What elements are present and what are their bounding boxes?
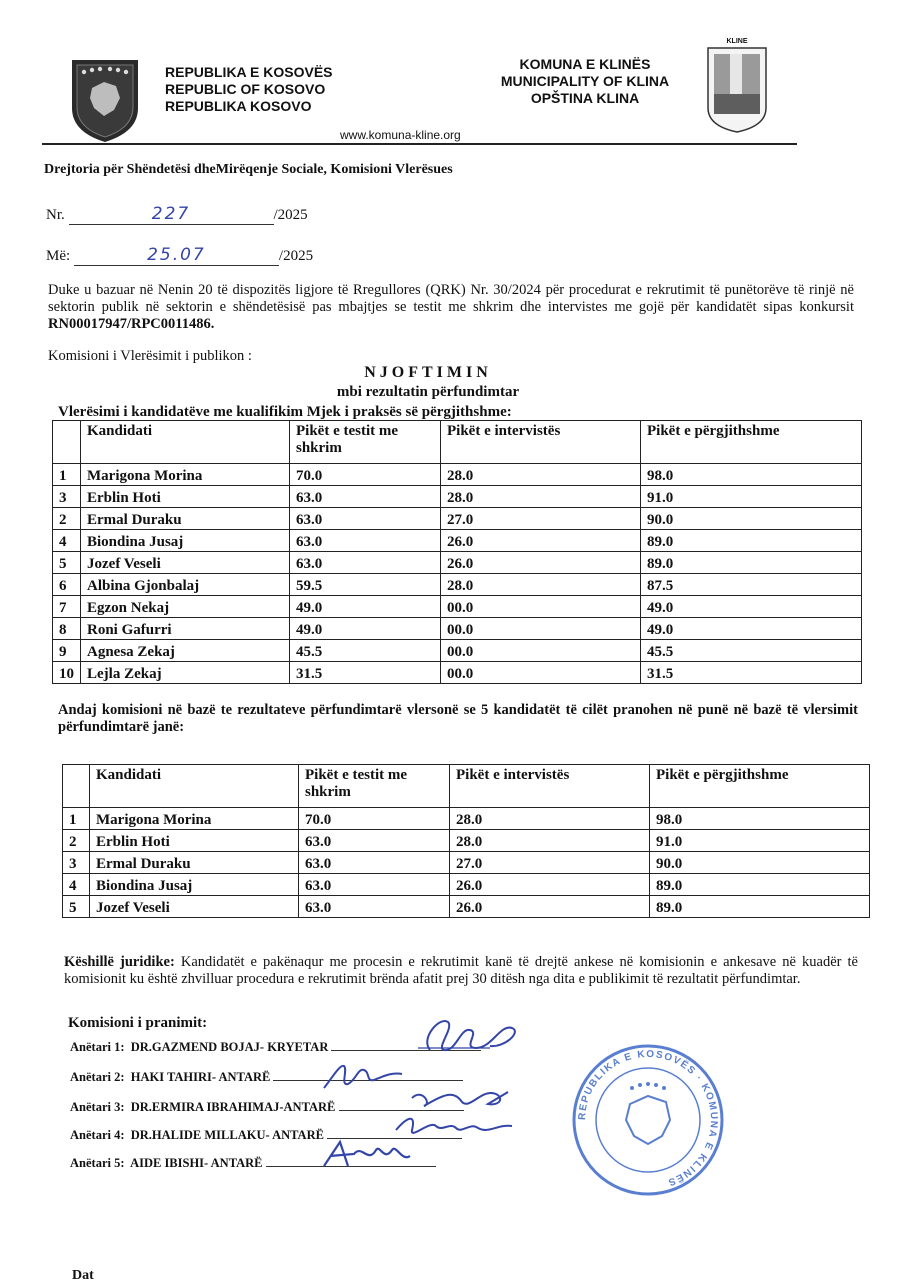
table1-nr: 8 xyxy=(53,618,81,640)
table1-candidate-name: Lejla Zekaj xyxy=(81,662,290,684)
table1-test-score: 49.0 xyxy=(290,618,441,640)
nr-value-handwritten: 227 xyxy=(151,204,191,224)
signature-5 xyxy=(318,1136,418,1170)
table2-header-row xyxy=(63,765,870,808)
table2-header-candidate: Kandidati xyxy=(90,765,299,808)
table1-interview-score: 26.0 xyxy=(441,552,641,574)
table2-caption: Andaj komisioni në bazë te rezultateve përfundimtarë vlersonë se 5 kandidatët të cilët pranohen në punë në bazë të vlersimit përfundimtarë janë: xyxy=(58,702,858,735)
nr-value-line xyxy=(69,204,274,225)
date-value-handwritten: 25.07 xyxy=(147,245,206,265)
table2-test-score: 63.0 xyxy=(299,896,450,918)
reference-date xyxy=(46,245,313,266)
table1-nr: 2 xyxy=(53,508,81,530)
table2-candidate-name: Ermal Duraku xyxy=(90,852,299,874)
table1-interview-score: 00.0 xyxy=(441,618,641,640)
table2-nr: 4 xyxy=(63,874,90,896)
table2-nr: 2 xyxy=(63,830,90,852)
table1-nr: 1 xyxy=(53,464,81,486)
klina-logo-text: KLINE xyxy=(726,38,748,45)
table2-row xyxy=(63,830,870,852)
date-label: Më: xyxy=(46,248,71,264)
table1-interview-score: 00.0 xyxy=(441,640,641,662)
table1-test-score: 31.5 xyxy=(290,662,441,684)
notice-subtitle: mbi rezultatin përfundimtar xyxy=(336,384,520,400)
table1-candidate-name: Roni Gafurri xyxy=(81,618,290,640)
table1-header-total: Pikët e përgjithshme xyxy=(641,421,862,464)
reference-number xyxy=(46,204,308,225)
table1-row xyxy=(53,574,862,596)
table1-total-score: 89.0 xyxy=(641,552,862,574)
stamp-ring-text: REPUBLIKA E KOSOVËS · KOMUNA E KLINËS xyxy=(576,1048,720,1188)
header-right-lines xyxy=(475,56,695,107)
header-left-line-1: REPUBLIKA E KOSOVËS xyxy=(165,64,333,80)
table1-candidate-name: Erblin Hoti xyxy=(81,486,290,508)
intro-paragraph xyxy=(48,282,854,333)
table1-test-score: 49.0 xyxy=(290,596,441,618)
kosovo-emblem xyxy=(70,58,140,144)
table1-total-score: 45.5 xyxy=(641,640,862,662)
member-1-label: Anëtari 1: xyxy=(70,1040,125,1054)
table2-total-score: 98.0 xyxy=(650,808,870,830)
member-3-name: DR.ERMIRA IBRAHIMAJ-ANTARË xyxy=(130,1100,336,1114)
table1-interview-score: 00.0 xyxy=(441,596,641,618)
table1-test-score: 59.5 xyxy=(290,574,441,596)
legal-label: Këshillë juridike: xyxy=(64,954,175,970)
table2-row xyxy=(63,874,870,896)
table1-candidate-name: Jozef Veseli xyxy=(81,552,290,574)
table1-total-score: 90.0 xyxy=(641,508,862,530)
header-left-line-2: REPUBLIC OF KOSOVO xyxy=(165,81,326,97)
nr-label: Nr. xyxy=(46,207,65,223)
table2-candidate-name: Jozef Veseli xyxy=(90,896,299,918)
footer-partial-text: Dat xyxy=(72,1268,94,1283)
table2-test-score: 63.0 xyxy=(299,874,450,896)
table1-total-score: 49.0 xyxy=(641,618,862,640)
table1-test-score: 63.0 xyxy=(290,486,441,508)
table1-total-score: 31.5 xyxy=(641,662,862,684)
table2-header-nr xyxy=(63,765,90,808)
table1-candidate-name: Ermal Duraku xyxy=(81,508,290,530)
table1-nr: 9 xyxy=(53,640,81,662)
header-right-line-3: OPŠTINA KLINA xyxy=(530,90,640,106)
table2-candidate-name: Erblin Hoti xyxy=(90,830,299,852)
table1-test-score: 70.0 xyxy=(290,464,441,486)
table1-total-score: 49.0 xyxy=(641,596,862,618)
table1-nr: 4 xyxy=(53,530,81,552)
table1-interview-score: 28.0 xyxy=(441,486,641,508)
table1-row xyxy=(53,662,862,684)
member-5-name: AIDE IBISHI- ANTARË xyxy=(130,1156,263,1170)
table1-row xyxy=(53,530,862,552)
table2-row xyxy=(63,896,870,918)
table1-caption: Vlerësimi i kandidatëve me kualifikim Mjek i praksës së përgjithshme: xyxy=(58,404,512,420)
results-table-all xyxy=(52,420,862,684)
signature-1 xyxy=(400,1008,530,1058)
table1-header-test: Pikët e testit me shkrim xyxy=(290,421,441,464)
header-right-line-2: MUNICIPALITY OF KLINA xyxy=(500,73,670,89)
table2-test-score: 70.0 xyxy=(299,808,450,830)
header-divider xyxy=(42,143,797,145)
date-value-line xyxy=(74,245,279,266)
table1-total-score: 87.5 xyxy=(641,574,862,596)
table1-test-score: 45.5 xyxy=(290,640,441,662)
department-name: Drejtoria për Shëndetësi dheMirëqenje Sociale, Komisioni Vlerësues xyxy=(44,162,453,177)
table2-total-score: 91.0 xyxy=(650,830,870,852)
nr-suffix: /2025 xyxy=(273,207,308,223)
table1-interview-score: 27.0 xyxy=(441,508,641,530)
table2-interview-score: 28.0 xyxy=(450,808,650,830)
table2-total-score: 89.0 xyxy=(650,874,870,896)
member-2-name: HAKI TAHIRI- ANTARË xyxy=(130,1070,271,1084)
signature-2 xyxy=(318,1058,408,1092)
table1-candidate-name: Albina Gjonbalaj xyxy=(81,574,290,596)
table1-test-score: 63.0 xyxy=(290,552,441,574)
table1-test-score: 63.0 xyxy=(290,508,441,530)
table1-total-score: 91.0 xyxy=(641,486,862,508)
member-4-name: DR.HALIDE MILLAKU- ANTARË xyxy=(130,1128,324,1142)
results-table-accepted xyxy=(62,764,870,918)
table2-total-score: 90.0 xyxy=(650,852,870,874)
table1-candidate-name: Marigona Morina xyxy=(81,464,290,486)
table2-test-score: 63.0 xyxy=(299,830,450,852)
intro-publish-line: Komisioni i Vlerësimit i publikon : xyxy=(48,348,252,364)
table2-nr: 3 xyxy=(63,852,90,874)
table2-interview-score: 28.0 xyxy=(450,830,650,852)
table1-interview-score: 28.0 xyxy=(441,574,641,596)
intro-text: Duke u bazuar në Nenin 20 të dispozitës ligjore të Rregullores (QRK) Nr. 30/2024 për procedurat e rekrutimit të punëtorëve të rinjë në sektorin publik në sektorin e shëndetësisë pas mbajtjes se testit me shkrim dhe intervistes me gojë për kandidatët sipas konkursit xyxy=(48,282,854,315)
table2-test-score: 63.0 xyxy=(299,852,450,874)
table2-candidate-name: Marigona Morina xyxy=(90,808,299,830)
member-2-label: Anëtari 2: xyxy=(70,1070,125,1084)
svg-text:REPUBLIKA E KOSOVËS · KOMUNA E xyxy=(577,1049,719,1188)
table2-nr: 5 xyxy=(63,896,90,918)
table1-row xyxy=(53,464,862,486)
legal-text: Kandidatët e pakënaqur me procesin e rekrutimit kanë të drejtë ankese në komisionin e ankesave në kuadër të komisionit ku është zhvilluar procedura e rekrutimit brënda afatit prej 30 ditësh nga dita e publikimit të rezultatit përfundimtar. xyxy=(64,954,858,987)
table1-total-score: 89.0 xyxy=(641,530,862,552)
member-1-name: DR.GAZMEND BOJAJ- KRYETAR xyxy=(130,1040,329,1054)
table1-header-nr xyxy=(53,421,81,464)
table1-row xyxy=(53,618,862,640)
table1-row xyxy=(53,508,862,530)
table1-candidate-name: Egzon Nekaj xyxy=(81,596,290,618)
table1-candidate-name: Biondina Jusaj xyxy=(81,530,290,552)
table2-nr: 1 xyxy=(63,808,90,830)
table1-row xyxy=(53,596,862,618)
table2-total-score: 89.0 xyxy=(650,896,870,918)
date-suffix: /2025 xyxy=(278,248,314,264)
notice-title: NJOFTIMIN xyxy=(364,364,492,381)
table2-row xyxy=(63,808,870,830)
table1-nr: 7 xyxy=(53,596,81,618)
table1-header-interview: Pikët e intervistës xyxy=(441,421,641,464)
table1-row xyxy=(53,640,862,662)
table2-interview-score: 26.0 xyxy=(450,896,650,918)
table2-candidate-name: Biondina Jusaj xyxy=(90,874,299,896)
table2-interview-score: 26.0 xyxy=(450,874,650,896)
table1-header-row xyxy=(53,421,862,464)
table2-row xyxy=(63,852,870,874)
header-left-line-3: REPUBLIKA KOSOVO xyxy=(165,98,312,114)
klina-logo xyxy=(706,38,768,134)
table1-total-score: 98.0 xyxy=(641,464,862,486)
commission-title: Komisioni i pranimit: xyxy=(68,1015,208,1031)
table1-nr: 3 xyxy=(53,486,81,508)
table1-interview-score: 26.0 xyxy=(441,530,641,552)
table2-interview-score: 27.0 xyxy=(450,852,650,874)
table2-header-interview: Pikët e intervistës xyxy=(450,765,650,808)
table1-nr: 6 xyxy=(53,574,81,596)
official-stamp xyxy=(568,1040,728,1200)
table1-row xyxy=(53,486,862,508)
header-right-line-1: KOMUNA E KLINËS xyxy=(519,56,651,72)
member-5-label: Anëtari 5: xyxy=(70,1156,125,1170)
header-left-lines xyxy=(165,64,395,115)
table1-nr: 10 xyxy=(53,662,81,684)
table2-header-total: Pikët e përgjithshme xyxy=(650,765,870,808)
contest-code: RN00017947/RPC0011486. xyxy=(48,316,215,332)
table1-row xyxy=(53,552,862,574)
table1-nr: 5 xyxy=(53,552,81,574)
member-4-label: Anëtari 4: xyxy=(70,1128,125,1142)
table2-header-test: Pikët e testit me shkrim xyxy=(299,765,450,808)
legal-advice xyxy=(64,954,858,988)
table1-interview-score: 28.0 xyxy=(441,464,641,486)
table1-test-score: 63.0 xyxy=(290,530,441,552)
table1-interview-score: 00.0 xyxy=(441,662,641,684)
table1-candidate-name: Agnesa Zekaj xyxy=(81,640,290,662)
table1-header-candidate: Kandidati xyxy=(81,421,290,464)
member-3-label: Anëtari 3: xyxy=(70,1100,125,1114)
website-link[interactable]: www.komuna-kline.org xyxy=(340,128,461,142)
